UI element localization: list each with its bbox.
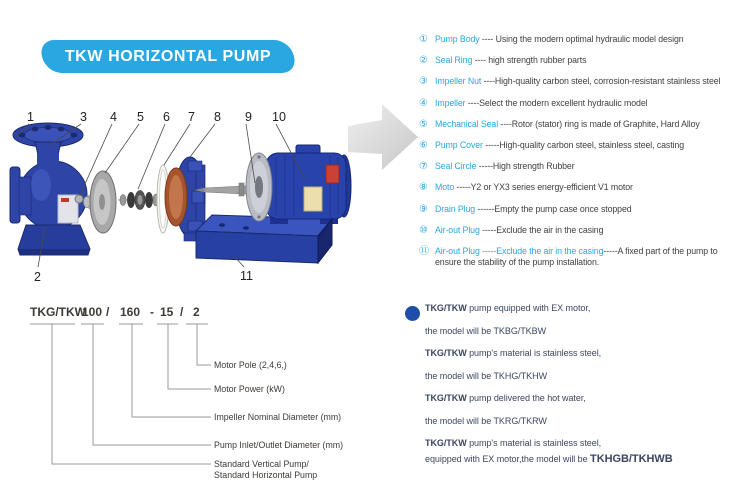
part-desc: ----Select the modern excellent hydraulic model — [465, 97, 648, 108]
part-desc: -----A fixed part of the pump to ensure the stability of the pump installation. — [435, 245, 718, 267]
model-code — [30, 305, 200, 319]
part-desc: ---- high strength rubber parts — [472, 55, 587, 66]
circled-number: ① — [419, 34, 428, 45]
model-variant-notes — [400, 303, 754, 476]
part-name: Impeller — [435, 97, 466, 108]
note-line: the model will be TKHG/TKHW — [425, 370, 548, 381]
model-code-segment: / — [180, 305, 184, 319]
part-name: Moto — [435, 182, 455, 193]
list-item — [419, 140, 743, 151]
part-number-5: 5 — [137, 110, 144, 124]
part-name: Pump Cover — [435, 139, 483, 150]
part-name: Mechanical Seal — [435, 118, 499, 129]
part-number-9: 9 — [245, 110, 252, 124]
list-item — [419, 161, 743, 172]
list-item — [419, 225, 743, 236]
model-breakdown — [22, 298, 384, 496]
part-number-3: 3 — [80, 110, 87, 124]
part-desc: ------Empty the pump case once stopped — [475, 203, 632, 214]
part-name: Drain Plug — [435, 203, 476, 214]
part-number-6: 6 — [163, 110, 170, 124]
part-name: Pump Body — [435, 34, 480, 44]
model-code-segment: / — [106, 305, 110, 319]
list-item — [419, 246, 743, 268]
list-item — [419, 55, 743, 66]
model-code-segment: TKG/TKW — [30, 305, 86, 319]
model-code-segment: 15 — [160, 305, 174, 319]
model-code-segment: 160 — [120, 305, 141, 319]
note-line: the model will be TKRG/TKRW — [425, 415, 547, 426]
label-standard-pump-2: Standard Horizontal Pump — [214, 470, 318, 480]
circled-number: ③ — [419, 76, 428, 88]
motor — [246, 145, 351, 224]
impeller-nut — [75, 195, 83, 203]
label-motor-pole: Motor Pole (2,4,6,) — [214, 360, 287, 370]
page-title: TKW HORIZONTAL PUMP — [64, 47, 272, 65]
part-number-10: 10 — [272, 110, 286, 124]
circled-number: ⑧ — [419, 182, 428, 194]
pump-body — [10, 123, 90, 255]
circled-number: ⑥ — [419, 139, 428, 151]
circled-number: ⑪ — [419, 245, 429, 257]
circled-number: ⑩ — [419, 224, 428, 236]
part-number-11: 11 — [240, 269, 253, 283]
motor-nameplate — [304, 187, 322, 211]
label-standard-pump-1: Standard Vertical Pump/ — [214, 459, 309, 469]
part-number-7: 7 — [188, 110, 195, 124]
part-number-1: 1 — [27, 110, 34, 124]
part-desc: -----Y2 or YX3 series energy-efficient V1 motor — [454, 182, 633, 193]
circled-number: ④ — [419, 97, 428, 109]
circled-number: ⑨ — [419, 203, 428, 215]
label-impeller-diameter: Impeller Nominal Diameter (mm) — [214, 412, 342, 422]
note-line: TKG/TKW pump equipped with EX motor, — [425, 303, 591, 313]
note-line: TKG/TKW pump delivered the hot water, — [425, 393, 586, 403]
mechanical-seal — [118, 191, 159, 210]
part-name: Seal Ring — [435, 55, 473, 66]
note-line: equipped with EX motor,the model will be TKHGB/TKHWB — [425, 452, 673, 465]
model-code-segment: - — [150, 305, 154, 319]
breakdown-lines — [30, 324, 211, 464]
part-number-8: 8 — [214, 110, 221, 124]
bullet-icon — [405, 306, 420, 321]
list-item — [419, 182, 743, 193]
part-name: Impeller Nut — [435, 76, 482, 87]
list-item — [419, 98, 743, 109]
note-line: TKG/TKW pump's material is stainless steel, — [425, 348, 602, 358]
part-desc: ----High-quality carbon steel, corrosion-resistant stainless steel — [481, 76, 721, 87]
part-name: Air-out Plug -----Exclude the air in the casing — [435, 245, 604, 256]
part-desc: -----High strength Rubber — [476, 161, 575, 172]
list-item — [419, 34, 743, 45]
list-item — [419, 76, 743, 87]
breakdown-labels — [214, 360, 343, 480]
model-code-segment: 2 — [193, 305, 200, 319]
list-item — [419, 204, 743, 215]
parts-list — [419, 34, 743, 278]
label-inlet-outlet-diameter: Pump Inlet/Outlet Diameter (mm) — [214, 440, 344, 450]
motor-red-label — [326, 165, 339, 183]
part-desc: ---- Using the modern optimal hydraulic model design — [479, 34, 684, 44]
label-motor-power: Motor Power (kW) — [214, 384, 285, 394]
circled-number: ② — [419, 55, 428, 67]
circled-number: ⑤ — [419, 118, 428, 130]
part-number-2: 2 — [34, 270, 41, 284]
note-line: TKG/TKW pump's material is stainless steel, — [425, 438, 602, 448]
part-desc: ----Rotor (stator) ring is made of Graphite, Hard Alloy — [498, 118, 700, 129]
model-code-segment: 100 — [82, 305, 103, 319]
circled-number: ⑦ — [419, 161, 428, 173]
arrow-icon — [340, 96, 424, 178]
part-name: Seal Circle — [435, 161, 477, 172]
part-number-4: 4 — [110, 110, 117, 124]
note-line: the model will be TKBG/TKBW — [425, 325, 547, 336]
part-name: Air-out Plug — [435, 224, 480, 235]
part-desc: -----High-quality carbon steel, stainless steel, casting — [482, 139, 684, 150]
list-item — [419, 119, 743, 130]
part-desc: -----Exclude the air in the casing — [479, 224, 604, 235]
impeller — [84, 171, 117, 233]
